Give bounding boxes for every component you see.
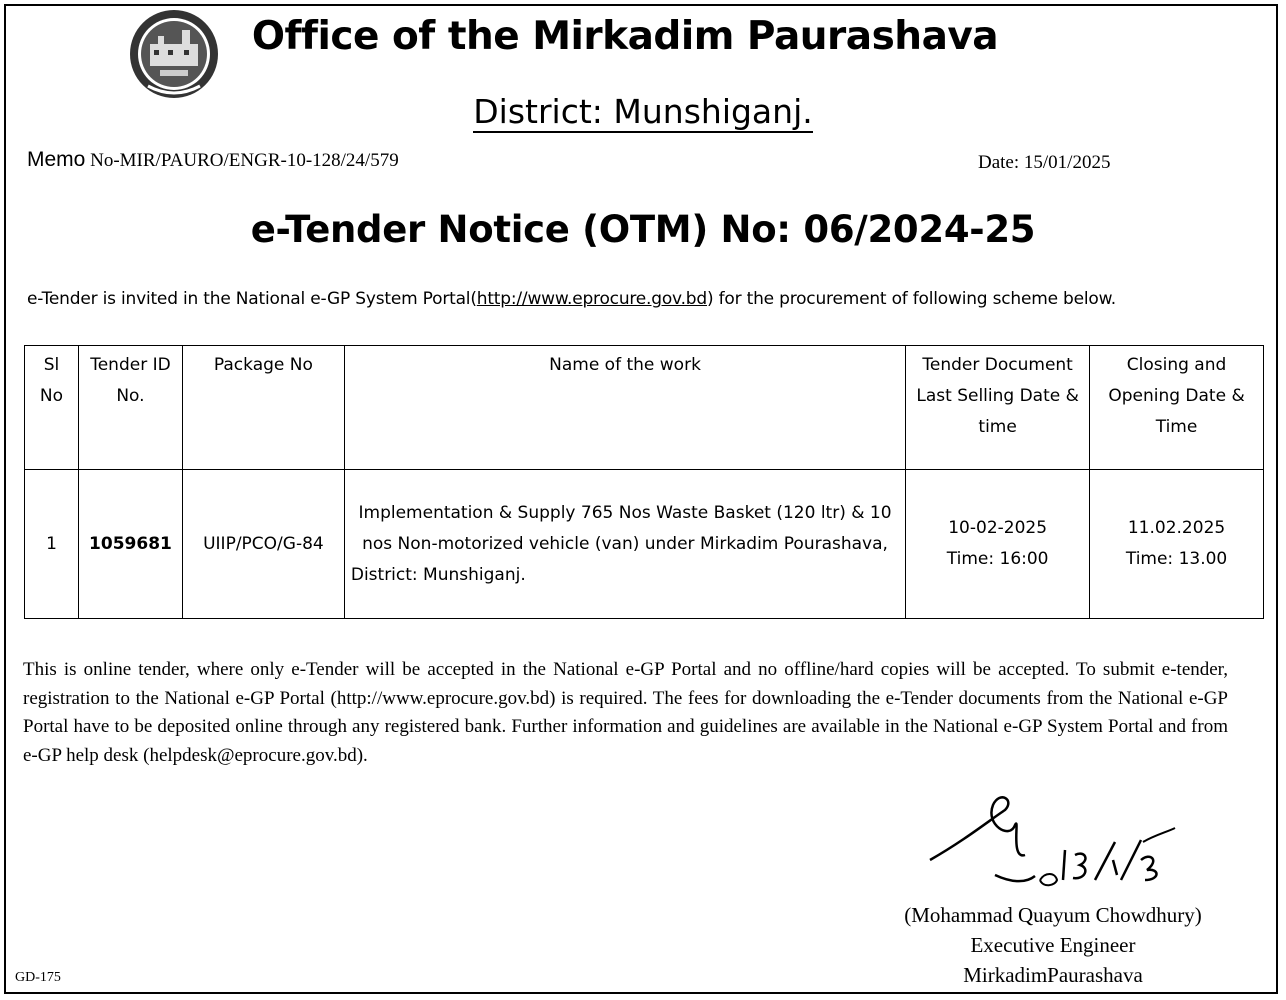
table-row xyxy=(25,470,1264,619)
district-heading xyxy=(0,92,1286,131)
cell-package-no: UIIP/PCO/G-84 xyxy=(182,470,344,619)
instructions-paragraph: This is online tender, where only e-Tender will be accepted in the National e-GP Portal and no offline/hard copies will be accepted. To submit e-tender, registration to the National e-GP Portal (http://www.eprocure.gov.bd) is required. The fees for downloading the e-Tender documents from the National e-GP Portal have to be deposited online through any registered bank. Further information and guidelines are available in the National e-GP System Portal and from e-GP help desk (helpdesk@eprocure.gov.bd). xyxy=(23,659,1228,766)
cell-work-name: Implementation & Supply 765 Nos Waste Basket (120 ltr) & 10 nos Non-motorized vehicle (van) under Mirkadim Pourashava, District: Munshiganj. xyxy=(344,470,905,619)
signatory-name: (Mohammad Quayum Chowdhury) xyxy=(904,903,1202,927)
tender-table xyxy=(24,345,1264,619)
memo-date: Date: 15/01/2025 xyxy=(978,152,1111,173)
header-package-no: Package No xyxy=(182,346,344,470)
cell-tender-id: 1059681 xyxy=(78,470,182,619)
handwritten-signature xyxy=(915,780,1185,900)
header-tender-id: Tender ID No. xyxy=(78,346,182,470)
footer-code: GD-175 xyxy=(15,970,61,985)
district-text: District: Munshiganj. xyxy=(473,92,813,131)
header-closing-date: Closing and Opening Date & Time xyxy=(1090,346,1264,470)
invitation-text xyxy=(27,289,1116,309)
header-sl-no: Sl No xyxy=(25,346,79,470)
signatory-office: MirkadimPaurashava xyxy=(963,963,1143,987)
closing-time: Time: 13.00 xyxy=(1125,549,1228,569)
header-selling-date: Tender Document Last Selling Date & time xyxy=(906,346,1090,470)
eprocure-link[interactable]: http://www.eprocure.gov.bd xyxy=(476,289,707,309)
table-header-row xyxy=(25,346,1264,470)
memo-line xyxy=(27,148,399,172)
cell-selling-date xyxy=(906,470,1090,619)
closing-date: 11.02.2025 xyxy=(1127,518,1226,538)
header-work-name: Name of the work xyxy=(344,346,905,470)
invitation-before: e-Tender is invited in the National e-GP System Portal( xyxy=(27,289,477,309)
memo-number: No-MIR/PAURO/ENGR-10-128/24/579 xyxy=(90,150,399,171)
office-title: Office of the Mirkadim Paurashava xyxy=(251,14,999,59)
municipality-seal-icon xyxy=(128,8,220,100)
notice-title: e-Tender Notice (OTM) No: 06/2024-25 xyxy=(250,208,1036,251)
invitation-after: ) for the procurement of following scheme below. xyxy=(706,289,1116,309)
cell-closing-date xyxy=(1090,470,1264,619)
selling-date: 10-02-2025 xyxy=(948,518,1048,538)
cell-sl-no: 1 xyxy=(25,470,79,619)
memo-label: Memo xyxy=(27,148,86,171)
signatory-designation: Executive Engineer xyxy=(970,933,1136,957)
selling-time: Time: 16:00 xyxy=(946,549,1049,569)
